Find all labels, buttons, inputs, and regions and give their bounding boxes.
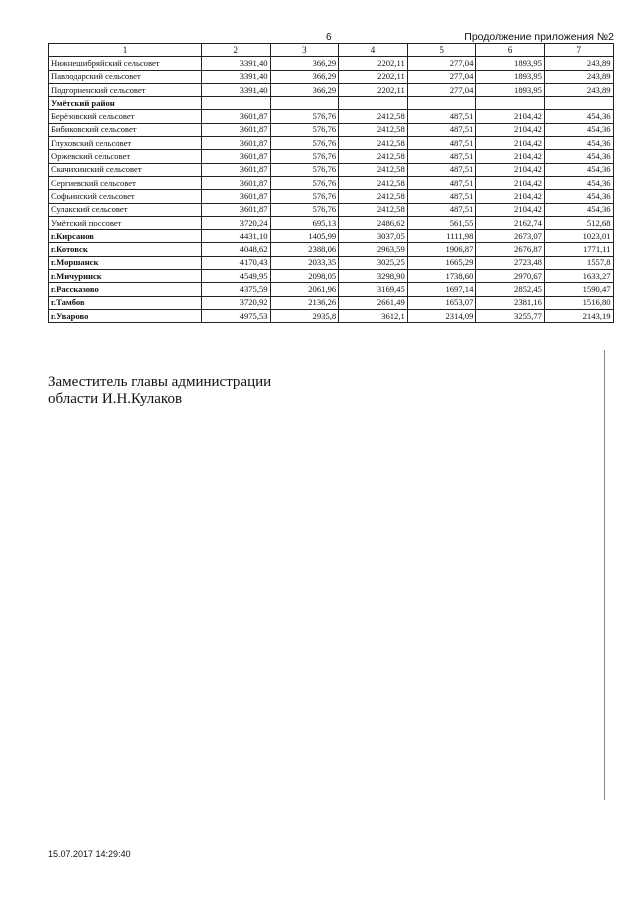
table-cell: 3037,05	[339, 230, 408, 243]
table-cell: 454,36	[544, 123, 613, 136]
table-row	[49, 243, 614, 256]
table-row	[49, 296, 614, 309]
row-name: Софьинский сельсовет	[49, 190, 202, 203]
table-cell: 576,76	[270, 150, 339, 163]
table-cell: 3601,87	[202, 176, 271, 189]
table-cell: 576,76	[270, 137, 339, 150]
row-name: г.Уварово	[49, 309, 202, 322]
table-cell: 1771,11	[544, 243, 613, 256]
table-cell: 366,29	[270, 70, 339, 83]
table-cell: 243,89	[544, 57, 613, 70]
row-name: Бибиковский сельсовет	[49, 123, 202, 136]
row-name: г.Котовск	[49, 243, 202, 256]
column-header: 2	[202, 44, 271, 57]
row-name: Сергиевский сельсовет	[49, 176, 202, 189]
table-cell: 1738,60	[407, 270, 476, 283]
column-header: 5	[407, 44, 476, 57]
table-row	[49, 256, 614, 269]
table-row	[49, 283, 614, 296]
table-cell: 1023,01	[544, 230, 613, 243]
row-name: Умётский поссовет	[49, 216, 202, 229]
table-cell: 3612,1	[339, 309, 408, 322]
table-cell: 2412,58	[339, 190, 408, 203]
row-name: Умётский район	[49, 97, 202, 110]
table-row	[49, 97, 614, 110]
table-cell: 3169,45	[339, 283, 408, 296]
table-cell: 2104,42	[476, 176, 545, 189]
table-cell: 454,36	[544, 110, 613, 123]
table-cell: 2852,45	[476, 283, 545, 296]
table-cell: 2412,58	[339, 203, 408, 216]
table-row	[49, 83, 614, 96]
table-cell: 4431,10	[202, 230, 271, 243]
table-cell: 1906,87	[407, 243, 476, 256]
table-cell: 2202,11	[339, 70, 408, 83]
column-header: 1	[49, 44, 202, 57]
row-name: Павлодарский сельсовет	[49, 70, 202, 83]
table-cell: 277,04	[407, 83, 476, 96]
signature-title: Заместитель главы администрации	[48, 374, 272, 390]
column-header: 3	[270, 44, 339, 57]
table-cell: 2486,62	[339, 216, 408, 229]
table-cell: 3391,40	[202, 70, 271, 83]
table-cell: 2314,09	[407, 309, 476, 322]
table-cell: 2098,05	[270, 270, 339, 283]
table-cell: 512,68	[544, 216, 613, 229]
table-row	[49, 137, 614, 150]
row-name: г.Кирсанов	[49, 230, 202, 243]
table-cell: 576,76	[270, 176, 339, 189]
row-name: Нижнешибряйский сельсовет	[49, 57, 202, 70]
table-cell: 487,51	[407, 150, 476, 163]
table-cell: 454,36	[544, 163, 613, 176]
table-row	[49, 230, 614, 243]
table-cell: 2661,49	[339, 296, 408, 309]
signature-block	[48, 374, 271, 408]
table-cell: 2412,58	[339, 110, 408, 123]
table-row	[49, 70, 614, 83]
table-header-row	[49, 44, 614, 57]
table-cell: 3025,25	[339, 256, 408, 269]
table-cell: 2104,42	[476, 190, 545, 203]
signature-name: области И.Н.Кулаков	[48, 391, 183, 407]
row-name: Оржевский сельсовет	[49, 150, 202, 163]
table-cell: 2963,59	[339, 243, 408, 256]
table-cell: 3601,87	[202, 123, 271, 136]
table-cell: 1893,95	[476, 57, 545, 70]
table-row	[49, 216, 614, 229]
table-cell: 4048,62	[202, 243, 271, 256]
table-row	[49, 123, 614, 136]
table-cell: 1111,98	[407, 230, 476, 243]
table-cell: 454,36	[544, 203, 613, 216]
table-cell: 1557,8	[544, 256, 613, 269]
row-name: Подгорненский сельсовет	[49, 83, 202, 96]
table-row	[49, 309, 614, 322]
table-cell: 576,76	[270, 110, 339, 123]
row-name: Берёзовский сельсовет	[49, 110, 202, 123]
table-cell: 2723,48	[476, 256, 545, 269]
table-cell: 3601,87	[202, 110, 271, 123]
table-cell: 487,51	[407, 190, 476, 203]
table-cell: 2412,58	[339, 163, 408, 176]
table-cell	[339, 97, 408, 110]
table-cell: 454,36	[544, 137, 613, 150]
table-body	[49, 57, 614, 323]
table-cell: 576,76	[270, 203, 339, 216]
row-name: г.Мичуринск	[49, 270, 202, 283]
table-cell: 1653,07	[407, 296, 476, 309]
table-row	[49, 190, 614, 203]
table-cell: 4375,59	[202, 283, 271, 296]
table-row	[49, 150, 614, 163]
table-cell: 3391,40	[202, 83, 271, 96]
row-name: г.Тамбов	[49, 296, 202, 309]
column-header: 4	[339, 44, 408, 57]
table-cell	[544, 97, 613, 110]
table-cell: 2104,42	[476, 110, 545, 123]
table-cell: 2935,8	[270, 309, 339, 322]
data-table	[48, 43, 614, 323]
table-cell: 2162,74	[476, 216, 545, 229]
table-cell: 695,13	[270, 216, 339, 229]
continuation-label: Продолжение приложения №2	[464, 31, 614, 43]
table-cell: 277,04	[407, 57, 476, 70]
table-cell: 4549,95	[202, 270, 271, 283]
table-cell: 1590,47	[544, 283, 613, 296]
table-cell: 454,36	[544, 176, 613, 189]
table-cell: 2033,35	[270, 256, 339, 269]
column-header: 6	[476, 44, 545, 57]
table-cell: 3601,87	[202, 203, 271, 216]
table-row	[49, 110, 614, 123]
table-cell: 1405,99	[270, 230, 339, 243]
table-row	[49, 57, 614, 70]
table-cell: 366,29	[270, 83, 339, 96]
table-cell: 2388,06	[270, 243, 339, 256]
table-cell: 454,36	[544, 190, 613, 203]
table-cell: 576,76	[270, 190, 339, 203]
table-cell: 4170,43	[202, 256, 271, 269]
table-cell: 576,76	[270, 163, 339, 176]
table-cell: 487,51	[407, 123, 476, 136]
table-cell: 2202,11	[339, 57, 408, 70]
table-cell: 2381,16	[476, 296, 545, 309]
table-cell: 2061,96	[270, 283, 339, 296]
table-cell: 4975,53	[202, 309, 271, 322]
table-cell: 2202,11	[339, 83, 408, 96]
table-row	[49, 203, 614, 216]
table-cell: 1633,27	[544, 270, 613, 283]
table-cell: 2143,19	[544, 309, 613, 322]
table-cell: 487,51	[407, 203, 476, 216]
print-timestamp: 15.07.2017 14:29:40	[48, 849, 131, 859]
table-cell: 1516,80	[544, 296, 613, 309]
table-row	[49, 163, 614, 176]
table-cell: 366,29	[270, 57, 339, 70]
table-cell: 1665,29	[407, 256, 476, 269]
table-cell: 487,51	[407, 137, 476, 150]
table-cell: 454,36	[544, 150, 613, 163]
table-cell: 2676,87	[476, 243, 545, 256]
row-name: Глуховский сельсовет	[49, 137, 202, 150]
column-header: 7	[544, 44, 613, 57]
table-cell: 487,51	[407, 110, 476, 123]
table-cell: 2104,42	[476, 203, 545, 216]
row-name: г.Моршанск	[49, 256, 202, 269]
table-cell: 243,89	[544, 83, 613, 96]
table-cell	[407, 97, 476, 110]
table-cell: 2412,58	[339, 176, 408, 189]
table-cell: 2104,42	[476, 137, 545, 150]
table-cell: 3601,87	[202, 190, 271, 203]
table-cell: 2412,58	[339, 150, 408, 163]
table-cell: 277,04	[407, 70, 476, 83]
table-cell	[270, 97, 339, 110]
table-cell: 3298,90	[339, 270, 408, 283]
table-cell: 3391,40	[202, 57, 271, 70]
table-cell: 2412,58	[339, 123, 408, 136]
table-cell: 2104,42	[476, 123, 545, 136]
table-cell: 3720,24	[202, 216, 271, 229]
table-cell: 487,51	[407, 163, 476, 176]
row-name: Сулакский сельсовет	[49, 203, 202, 216]
table-cell: 3255,77	[476, 309, 545, 322]
table-row	[49, 270, 614, 283]
table-cell: 1697,14	[407, 283, 476, 296]
table-cell: 2970,67	[476, 270, 545, 283]
table-cell: 1893,95	[476, 83, 545, 96]
table-cell	[476, 97, 545, 110]
table-cell: 2136,26	[270, 296, 339, 309]
table-cell: 3601,87	[202, 150, 271, 163]
table-cell: 1893,95	[476, 70, 545, 83]
page-number: 6	[326, 32, 332, 43]
table-cell: 561,55	[407, 216, 476, 229]
row-name: г.Рассказово	[49, 283, 202, 296]
table-cell: 2104,42	[476, 150, 545, 163]
table-cell: 576,76	[270, 123, 339, 136]
row-name: Скачихинский сельсовет	[49, 163, 202, 176]
table-cell: 3720,92	[202, 296, 271, 309]
table-cell	[202, 97, 271, 110]
table-cell: 487,51	[407, 176, 476, 189]
table-cell: 2673,07	[476, 230, 545, 243]
table-cell: 3601,87	[202, 137, 271, 150]
table-cell: 2104,42	[476, 163, 545, 176]
table-cell: 2412,58	[339, 137, 408, 150]
table-cell: 3601,87	[202, 163, 271, 176]
scan-margin-line	[604, 350, 605, 800]
table-cell: 243,89	[544, 70, 613, 83]
table-row	[49, 176, 614, 189]
